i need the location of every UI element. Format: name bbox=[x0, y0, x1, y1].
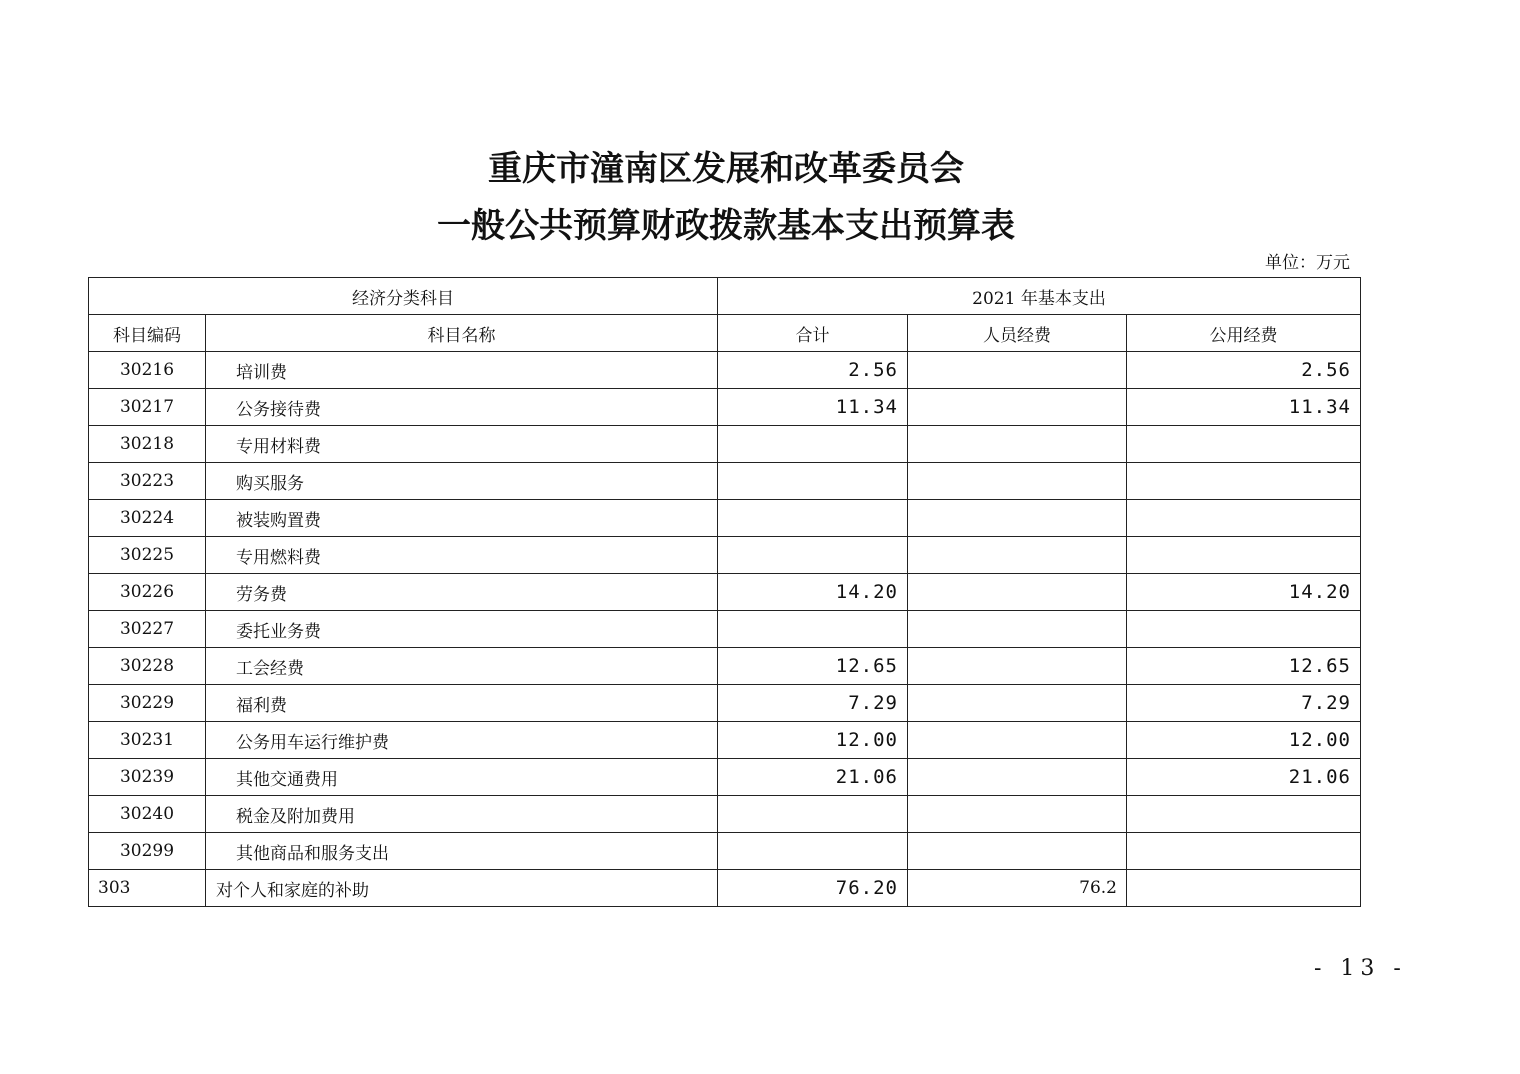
cell-total bbox=[718, 796, 908, 833]
cell-personnel bbox=[908, 426, 1127, 463]
cell-name: 其他商品和服务支出 bbox=[206, 833, 718, 870]
cell-code: 30240 bbox=[89, 796, 206, 833]
cell-personnel bbox=[908, 537, 1127, 574]
cell-public: 21.06 bbox=[1127, 759, 1361, 796]
cell-personnel bbox=[908, 685, 1127, 722]
cell-public bbox=[1127, 796, 1361, 833]
cell-public bbox=[1127, 833, 1361, 870]
cell-public bbox=[1127, 870, 1361, 907]
cell-code: 30239 bbox=[89, 759, 206, 796]
cell-public: 7.29 bbox=[1127, 685, 1361, 722]
cell-code: 30216 bbox=[89, 352, 206, 389]
cell-code: 30228 bbox=[89, 648, 206, 685]
cell-name: 福利费 bbox=[206, 685, 718, 722]
cell-code: 30227 bbox=[89, 611, 206, 648]
budget-table bbox=[88, 277, 1361, 907]
cell-name: 工会经费 bbox=[206, 648, 718, 685]
cell-public: 12.65 bbox=[1127, 648, 1361, 685]
table-row bbox=[89, 537, 1361, 574]
header-total: 合计 bbox=[718, 315, 908, 352]
cell-total: 76.20 bbox=[718, 870, 908, 907]
header-code: 科目编码 bbox=[89, 315, 206, 352]
cell-total: 12.00 bbox=[718, 722, 908, 759]
cell-public: 2.56 bbox=[1127, 352, 1361, 389]
table-row bbox=[89, 574, 1361, 611]
cell-name: 公务接待费 bbox=[206, 389, 718, 426]
header-basic-expenditure: 2021 年基本支出 bbox=[718, 278, 1361, 315]
cell-personnel: 76.2 bbox=[908, 870, 1127, 907]
cell-name: 劳务费 bbox=[206, 574, 718, 611]
cell-code: 30224 bbox=[89, 500, 206, 537]
table-row bbox=[89, 463, 1361, 500]
cell-name: 培训费 bbox=[206, 352, 718, 389]
cell-total bbox=[718, 833, 908, 870]
column-header-row bbox=[89, 315, 1361, 352]
cell-code: 30218 bbox=[89, 426, 206, 463]
cell-name: 对个人和家庭的补助 bbox=[206, 870, 718, 907]
unit-label: 单位：万元 bbox=[1265, 253, 1350, 273]
cell-personnel bbox=[908, 796, 1127, 833]
cell-personnel bbox=[908, 500, 1127, 537]
header-personnel: 人员经费 bbox=[908, 315, 1127, 352]
cell-name: 其他交通费用 bbox=[206, 759, 718, 796]
cell-personnel bbox=[908, 389, 1127, 426]
page-number: - 13 - bbox=[1314, 956, 1407, 981]
cell-total bbox=[718, 500, 908, 537]
cell-personnel bbox=[908, 574, 1127, 611]
header-econ-category: 经济分类科目 bbox=[89, 278, 718, 315]
cell-name: 被装购置费 bbox=[206, 500, 718, 537]
cell-public bbox=[1127, 463, 1361, 500]
cell-personnel bbox=[908, 611, 1127, 648]
table-row bbox=[89, 611, 1361, 648]
table-row bbox=[89, 870, 1361, 907]
cell-code: 30231 bbox=[89, 722, 206, 759]
table-row bbox=[89, 352, 1361, 389]
cell-code: 303 bbox=[89, 870, 206, 907]
cell-name: 税金及附加费用 bbox=[206, 796, 718, 833]
cell-code: 30217 bbox=[89, 389, 206, 426]
cell-personnel bbox=[908, 463, 1127, 500]
cell-public: 12.00 bbox=[1127, 722, 1361, 759]
table-row bbox=[89, 722, 1361, 759]
cell-name: 专用燃料费 bbox=[206, 537, 718, 574]
table-row bbox=[89, 426, 1361, 463]
header-public: 公用经费 bbox=[1127, 315, 1361, 352]
cell-total bbox=[718, 537, 908, 574]
table-row bbox=[89, 833, 1361, 870]
cell-name: 专用材料费 bbox=[206, 426, 718, 463]
cell-code: 30225 bbox=[89, 537, 206, 574]
cell-public bbox=[1127, 611, 1361, 648]
cell-total: 7.29 bbox=[718, 685, 908, 722]
table-row bbox=[89, 389, 1361, 426]
cell-name: 公务用车运行维护费 bbox=[206, 722, 718, 759]
cell-code: 30299 bbox=[89, 833, 206, 870]
cell-public bbox=[1127, 426, 1361, 463]
cell-personnel bbox=[908, 648, 1127, 685]
cell-public bbox=[1127, 500, 1361, 537]
table-row bbox=[89, 648, 1361, 685]
cell-total: 12.65 bbox=[718, 648, 908, 685]
cell-total: 14.20 bbox=[718, 574, 908, 611]
cell-public: 14.20 bbox=[1127, 574, 1361, 611]
cell-public: 11.34 bbox=[1127, 389, 1361, 426]
page-subtitle: 一般公共预算财政拨款基本支出预算表 bbox=[437, 206, 1015, 246]
group-header-row bbox=[89, 278, 1361, 315]
cell-personnel bbox=[908, 833, 1127, 870]
cell-total bbox=[718, 463, 908, 500]
table-row bbox=[89, 759, 1361, 796]
header-name: 科目名称 bbox=[206, 315, 718, 352]
cell-code: 30226 bbox=[89, 574, 206, 611]
cell-personnel bbox=[908, 722, 1127, 759]
table-row bbox=[89, 500, 1361, 537]
cell-name: 委托业务费 bbox=[206, 611, 718, 648]
table-row bbox=[89, 796, 1361, 833]
cell-total: 21.06 bbox=[718, 759, 908, 796]
cell-total: 11.34 bbox=[718, 389, 908, 426]
cell-personnel bbox=[908, 759, 1127, 796]
cell-total: 2.56 bbox=[718, 352, 908, 389]
cell-total bbox=[718, 611, 908, 648]
cell-total bbox=[718, 426, 908, 463]
cell-personnel bbox=[908, 352, 1127, 389]
cell-code: 30229 bbox=[89, 685, 206, 722]
cell-code: 30223 bbox=[89, 463, 206, 500]
cell-name: 购买服务 bbox=[206, 463, 718, 500]
page-title: 重庆市潼南区发展和改革委员会 bbox=[488, 149, 964, 189]
table-row bbox=[89, 685, 1361, 722]
cell-public bbox=[1127, 537, 1361, 574]
